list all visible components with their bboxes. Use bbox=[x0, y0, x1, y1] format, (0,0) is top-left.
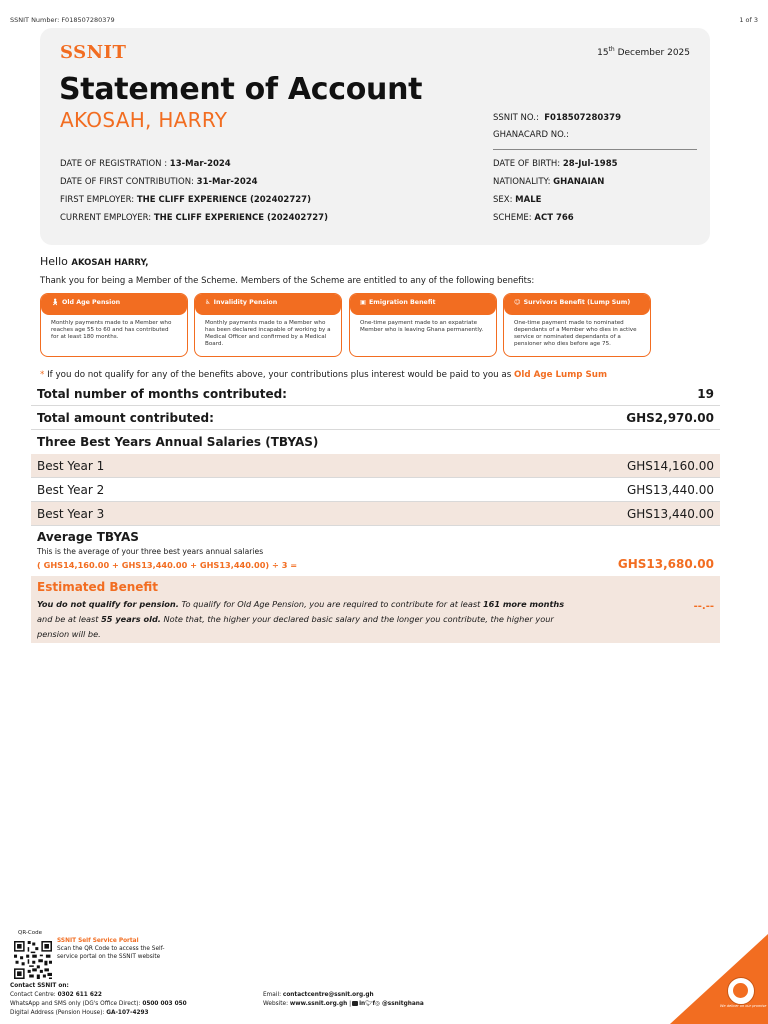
amount-value: GHS2,970.00 bbox=[626, 411, 714, 425]
detail-value: THE CLIFF EXPERIENCE (202402727) bbox=[136, 195, 311, 205]
benefit-header bbox=[504, 294, 650, 315]
benefit-title: Survivors Benefit (Lump Sum) bbox=[523, 299, 631, 306]
estimated-bold-3: 55 years old. bbox=[101, 614, 161, 624]
detail-value: THE CLIFF EXPERIENCE (202402727) bbox=[153, 213, 328, 223]
detail-value: 13-Mar-2024 bbox=[169, 159, 231, 169]
contact-title: Contact SSNIT on: bbox=[10, 983, 69, 989]
detail-label: SEX: bbox=[493, 195, 516, 205]
tagline: We deliver on our promise bbox=[720, 1004, 767, 1008]
lump-sum-note bbox=[40, 370, 607, 380]
date-day: 15 bbox=[597, 48, 609, 58]
detail-row bbox=[493, 173, 618, 191]
ssnit-no-row bbox=[493, 110, 697, 127]
contact-centre-label: Contact Centre: bbox=[10, 992, 58, 998]
best-year-label: Best Year 3 bbox=[37, 507, 105, 521]
detail-label: DATE OF BIRTH: bbox=[493, 159, 563, 169]
months-label: Total number of months contributed: bbox=[37, 387, 287, 401]
detail-row bbox=[60, 191, 328, 209]
divider bbox=[493, 149, 697, 150]
benefit-description: One-time payment made to nominated dependants of a Member who dies in active service or nominated dependants of a pensioner who dies before age 75. bbox=[514, 320, 637, 347]
benefit-card-old-age-pension bbox=[40, 293, 188, 357]
detail-label: DATE OF REGISTRATION : bbox=[60, 159, 170, 169]
benefit-card-emigration-benefit bbox=[349, 293, 497, 357]
detail-label: CURRENT EMPLOYER: bbox=[60, 213, 154, 223]
ghanacard-label: GHANACARD NO.: bbox=[493, 130, 569, 140]
greeting-name: AKOSAH HARRY, bbox=[71, 258, 149, 268]
header-card bbox=[40, 28, 710, 245]
top-bar bbox=[10, 16, 758, 26]
detail-value: 28-Jul-1985 bbox=[562, 159, 618, 169]
ssnit-logo: SSNIT bbox=[60, 42, 127, 63]
youtube-icon[interactable] bbox=[352, 1001, 358, 1006]
average-title: Average TBYAS bbox=[37, 530, 139, 544]
detail-row bbox=[493, 155, 618, 173]
benefit-card-invalidity-pension bbox=[194, 293, 342, 357]
summary-table bbox=[31, 382, 720, 526]
benefit-title: Old Age Pension bbox=[62, 299, 121, 306]
estimated-text bbox=[37, 597, 577, 642]
self-service-portal-info bbox=[57, 937, 167, 961]
best-year-value: GHS14,160.00 bbox=[626, 459, 714, 473]
details-right bbox=[493, 155, 618, 227]
estimated-title: Estimated Benefit bbox=[37, 580, 159, 594]
whatsapp-value: 0500 003 050 bbox=[142, 1001, 187, 1007]
greeting-hello: Hello bbox=[40, 255, 72, 268]
best-year-value: GHS13,440.00 bbox=[626, 507, 714, 521]
social-handle: @ssnitghana bbox=[381, 1001, 424, 1007]
detail-label: NATIONALITY: bbox=[493, 177, 554, 187]
detail-label: FIRST EMPLOYER: bbox=[60, 195, 137, 205]
id-block bbox=[493, 110, 697, 150]
estimated-bold-2: 161 more months bbox=[482, 599, 565, 609]
ssnit-no-label: SSNIT NO.: bbox=[493, 113, 539, 123]
detail-value: 31-Mar-2024 bbox=[196, 177, 258, 187]
months-row bbox=[31, 382, 720, 406]
email-label: Email: bbox=[263, 992, 283, 998]
average-formula bbox=[37, 560, 297, 570]
formula-close: ) ÷ 3 = bbox=[265, 560, 298, 570]
qr-code-icon[interactable] bbox=[14, 941, 52, 979]
detail-value: ACT 766 bbox=[534, 213, 574, 223]
emblem-center bbox=[733, 983, 748, 998]
detail-row bbox=[493, 209, 618, 227]
best-year-row bbox=[31, 502, 720, 526]
whatsapp-label: WhatsApp and SMS only (DG's Office Direct): bbox=[10, 1001, 143, 1007]
detail-row bbox=[60, 173, 328, 191]
twitter-icon[interactable]: 🐦︎ bbox=[365, 1001, 373, 1007]
ghanacard-row bbox=[493, 127, 697, 144]
member-name: AKOSAH, HARRY bbox=[60, 108, 228, 132]
note-asterisk: * bbox=[40, 370, 45, 380]
corner-decoration bbox=[670, 934, 768, 1024]
person-icon: 🚶︎ bbox=[51, 299, 59, 306]
estimated-text-3: Note that, the higher your declared basic salary and the longer you contribute, the higher your pension will be. bbox=[37, 614, 554, 639]
benefit-description: One-time payment made to an expatriate Member who is leaving Ghana permanently. bbox=[360, 320, 484, 333]
amount-row bbox=[31, 406, 720, 430]
best-year-row bbox=[31, 478, 720, 502]
benefit-header bbox=[41, 294, 187, 315]
average-tbyas-section bbox=[31, 526, 720, 574]
detail-row bbox=[60, 209, 328, 227]
benefit-description: Monthly payments made to a Member who has been declared incapable of working by a Medical Officer and confirmed by a Medical Board. bbox=[205, 320, 331, 347]
date-rest: December 2025 bbox=[614, 48, 690, 58]
benefit-card-survivors-benefit bbox=[503, 293, 651, 357]
detail-value: MALE bbox=[515, 195, 542, 205]
portal-title: SSNIT Self Service Portal bbox=[57, 938, 139, 944]
formula-open: ( bbox=[37, 560, 44, 570]
website-link[interactable]: www.ssnit.org.gh bbox=[289, 1001, 348, 1007]
details-left bbox=[60, 155, 328, 227]
detail-row bbox=[60, 155, 328, 173]
best-year-label: Best Year 2 bbox=[37, 483, 105, 497]
digital-address-value: GA-107-4293 bbox=[106, 1010, 149, 1016]
contact-block bbox=[10, 982, 187, 1018]
instagram-icon[interactable]: ◎ bbox=[375, 1001, 381, 1007]
detail-label: SCHEME: bbox=[493, 213, 535, 223]
qr-label: QR-Code bbox=[18, 930, 42, 936]
best-year-value: GHS13,440.00 bbox=[626, 483, 714, 497]
estimated-bold-1: You do not qualify for pension. bbox=[37, 599, 179, 609]
ssnit-no-value: F018507280379 bbox=[544, 113, 622, 123]
estimated-text-2: and be at least bbox=[37, 614, 102, 624]
tbyas-heading: Three Best Years Annual Salaries (TBYAS) bbox=[37, 435, 319, 449]
benefit-title: Emigration Benefit bbox=[368, 299, 436, 306]
detail-row bbox=[493, 191, 618, 209]
linkedin-icon[interactable]: in bbox=[359, 1001, 366, 1007]
estimated-text-1: To qualify for Old Age Pension, you are required to contribute for at least bbox=[178, 599, 483, 609]
benefits-row bbox=[40, 293, 652, 359]
months-value: 19 bbox=[697, 387, 714, 401]
suitcase-icon: ▣ bbox=[360, 299, 366, 306]
page-number: 1 of 3 bbox=[739, 16, 758, 24]
wheelchair-icon: ♿︎ bbox=[205, 299, 211, 306]
average-amount: GHS13,680.00 bbox=[617, 557, 714, 571]
amount-label: Total amount contributed: bbox=[37, 411, 214, 425]
greeting bbox=[40, 255, 148, 268]
ssnit-emblem-icon bbox=[727, 977, 755, 1005]
benefit-description: Monthly payments made to a Member who reaches age 55 to 60 and has contributed for at least 180 months. bbox=[51, 320, 172, 340]
statement-date bbox=[597, 46, 690, 58]
date-suffix: th bbox=[608, 46, 615, 53]
benefit-title: Invalidity Pension bbox=[213, 299, 278, 306]
benefit-header bbox=[195, 294, 341, 315]
facebook-icon[interactable]: f bbox=[372, 1001, 376, 1007]
estimated-benefit-section bbox=[31, 576, 720, 643]
page-title: Statement of Account bbox=[59, 72, 423, 107]
digital-address-label: Digital Address (Pension House): bbox=[10, 1010, 107, 1016]
benefit-header bbox=[350, 294, 496, 315]
best-year-label: Best Year 1 bbox=[37, 459, 105, 473]
thanks-text: Thank you for being a Member of the Scheme. Members of the Scheme are entitled to any of the following benefits: bbox=[40, 276, 535, 286]
average-subtitle: This is the average of your three best years annual salaries bbox=[37, 547, 264, 556]
email-link[interactable]: contactcentre@ssnit.org.gh bbox=[282, 992, 374, 998]
estimated-value: --.-- bbox=[693, 601, 714, 612]
detail-label: DATE OF FIRST CONTRIBUTION: bbox=[60, 177, 197, 187]
note-highlight: Old Age Lump Sum bbox=[514, 370, 608, 380]
portal-text: Scan the QR Code to access the Self-service portal on the SSNIT website bbox=[57, 946, 165, 960]
website-label: Website: bbox=[263, 1001, 290, 1007]
group-icon: ☺︎ bbox=[514, 299, 521, 306]
contact-centre-value: 0302 611 622 bbox=[57, 992, 102, 998]
web-contact-block: Email: contactcentre@ssnit.org.gh Website: www.ssnit.org.gh | in🐦︎f◎ @ssnitghana bbox=[263, 992, 424, 1007]
ssnit-number-text: SSNIT Number: F018507280379 bbox=[10, 16, 115, 24]
note-text: If you do not qualify for any of the benefits above, your contributions plus interest would be paid to you as bbox=[44, 370, 515, 380]
best-year-row bbox=[31, 454, 720, 478]
formula-values: GHS14,160.00 + GHS13,440.00 + GHS13,440.00 bbox=[43, 560, 266, 570]
detail-value: GHANAIAN bbox=[553, 177, 605, 187]
